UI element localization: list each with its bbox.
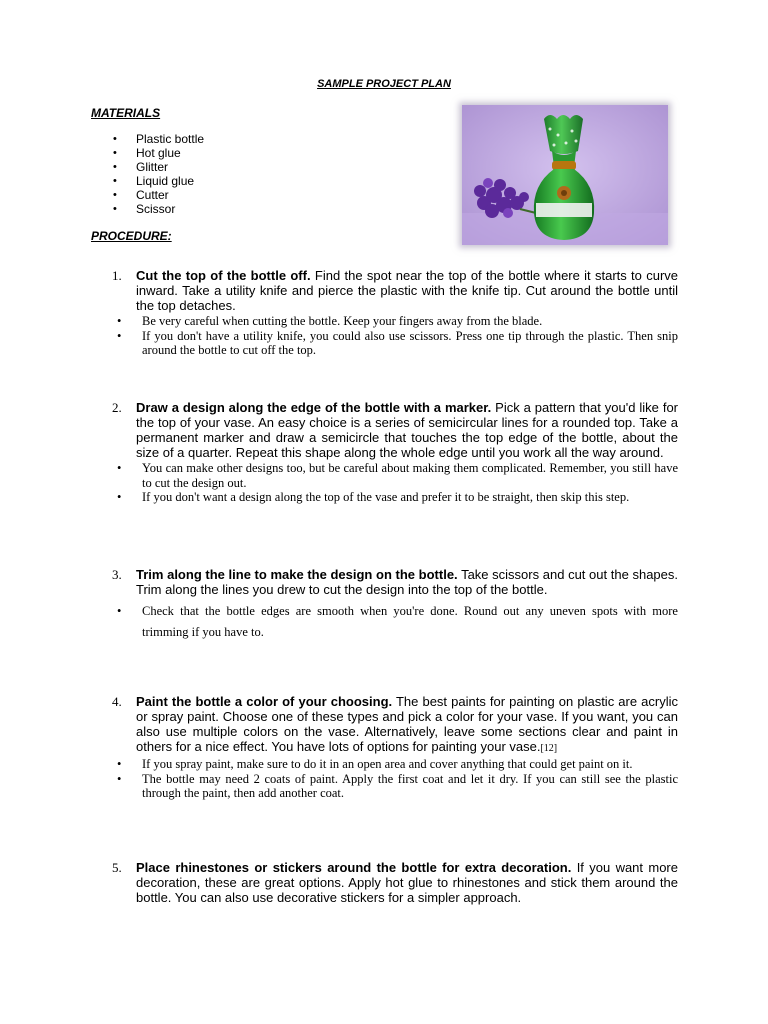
step-tip: • If you don't want a design along the top of the vase and prefer it to be straight, then skip this step. — [112, 490, 678, 505]
step-number: 4. — [112, 694, 122, 709]
step-lead: Place rhinestones or stickers around the bottle for extra decoration. — [136, 860, 572, 875]
step-tip: • Check that the bottle edges are smooth when you're done. Round out any uneven spots with more trimming if you have to. — [112, 601, 678, 643]
step-description: If you want more decoration, these are great options. Apply hot glue to rhinestones and stick them around the bottle. You can also use decorative stickers for a simpler approach. — [136, 860, 678, 905]
step-description: Pick a pattern that you'd like for the top of your vase. An easy choice is a series of semicircular lines for a rounded top. Take a permanent marker and draw a semicircle that touches the top edge of the bottle, about the size of a quarter. Repeat this shape along the whole edge until you work all the way around. — [136, 400, 678, 460]
step-lead: Cut the top of the bottle off. — [136, 268, 311, 283]
list-item: • Cutter — [110, 188, 204, 202]
step-reference: [12] — [540, 743, 558, 754]
step-number: 2. — [112, 400, 122, 415]
step-description: The best paints for painting on plastic are acrylic or spray paint. Choose one of these types and pick a color for your vase. If you want, you can also use multiple colors on the vase. Alternatively, leave some sections clear and paint in others for a nice effect. You have lots of options for painting your vase. — [136, 694, 678, 754]
step-text — [136, 400, 678, 460]
materials-heading: MATERIALS — [91, 106, 161, 120]
step-lead: Paint the bottle a color of your choosing. — [136, 694, 393, 709]
procedure-step-1 — [112, 268, 678, 358]
list-item: • Scissor — [110, 202, 204, 216]
document-title: SAMPLE PROJECT PLAN — [317, 78, 451, 90]
procedure-step-3 — [112, 567, 678, 643]
list-item: • Plastic bottle — [110, 132, 204, 146]
step-text — [136, 567, 678, 597]
step-lead: Trim along the line to make the design on the bottle. — [136, 567, 458, 582]
bottle-vase-photo — [462, 105, 668, 245]
step-tip: • If you spray paint, make sure to do it in an open area and cover anything that could get paint on it. — [112, 757, 678, 772]
step-tip: • If you don't have a utility knife, you could also use scissors. Press one tip through the plastic. Then snip around the bottle to cut off the top. — [112, 329, 678, 358]
step-number: 3. — [112, 567, 122, 582]
step-tip: • You can make other designs too, but be careful about making them complicated. Remember, you still have to cut the design out. — [112, 461, 678, 490]
procedure-step-2 — [112, 400, 678, 505]
step-number: 5. — [112, 860, 122, 875]
step-number: 1. — [112, 268, 122, 283]
step-tip: • The bottle may need 2 coats of paint. Apply the first coat and let it dry. If you can still see the plastic through the paint, then add another coat. — [112, 772, 678, 801]
step-tip: • Be very careful when cutting the bottle. Keep your fingers away from the blade. — [112, 314, 678, 329]
vase-illustration — [462, 105, 668, 245]
procedure-step-5 — [112, 860, 678, 905]
step-text — [136, 860, 678, 905]
step-text — [136, 268, 678, 313]
list-item: • Glitter — [110, 160, 204, 174]
list-item: • Liquid glue — [110, 174, 204, 188]
materials-list — [110, 132, 204, 216]
list-item: • Hot glue — [110, 146, 204, 160]
step-description: Take scissors and cut out the shapes. Trim along the lines you drew to cut the design into the top of the bottle. — [136, 567, 679, 597]
step-text — [136, 694, 678, 756]
step-description: Find the spot near the top of the bottle where it starts to curve inward. Take a utility knife and pierce the plastic with the knife tip. Cut around the bottle until the top detaches. — [136, 268, 678, 313]
step-lead: Draw a design along the edge of the bottle with a marker. — [136, 400, 492, 415]
procedure-step-4 — [112, 694, 678, 801]
procedure-heading: PROCEDURE: — [91, 229, 172, 243]
